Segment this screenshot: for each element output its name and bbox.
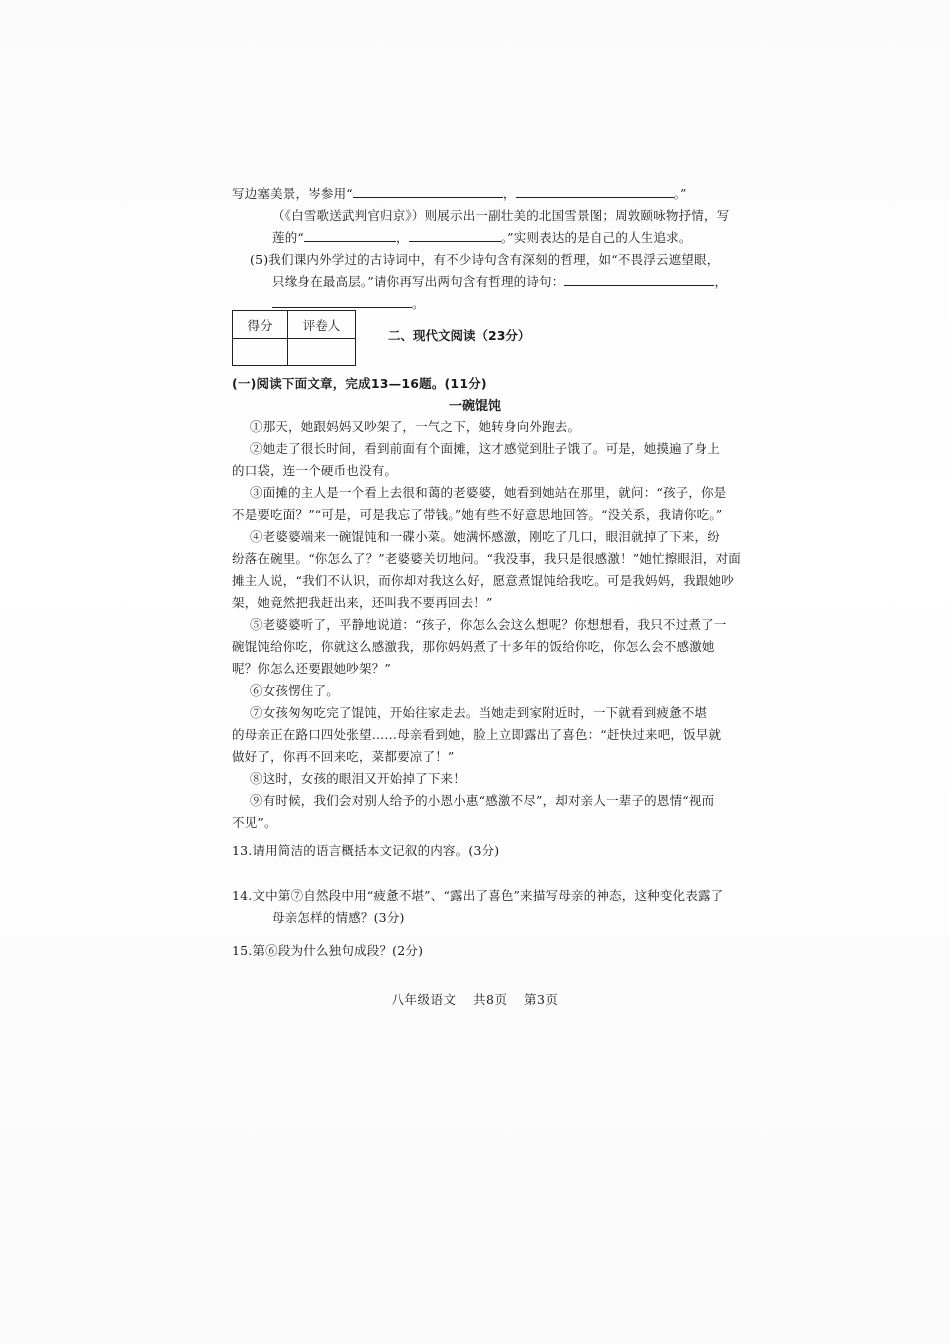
story-line: ⑧这时，女孩的眼泪又开始掉了下来！ — [250, 771, 466, 786]
story-line: 不是要吃面？”“可是，可是我忘了带钱。”她有些不好意思地回答。“没关系，我请你吃。” — [232, 507, 723, 522]
story-line: 架，她竟然把我赶出来，还叫我不要再回去！” — [232, 595, 493, 610]
score-label: 得分 — [247, 318, 273, 333]
story-line: ③面摊的主人是一个看上去很和蔼的老婆婆，她看到她站在那里，就问：“孩子，你是 — [250, 485, 727, 500]
question-14-line-1: 14.文中第⑦自然段中用“疲惫不堪”、“露出了喜色”来描写母亲的神态，这种变化表露了 — [232, 888, 724, 903]
story-line: 摊主人说，“我们不认识，而你却对我这么好，愿意煮馄饨给我吃。可是我妈妈，我跟她吵 — [232, 573, 734, 588]
footer-page-number: 第3页 — [523, 992, 559, 1007]
poem-line-2: （《白雪歌送武判官归京》）则展示出一副壮美的北国雪景图；周敦颐咏物抒情，写 — [272, 208, 730, 223]
story-line: 呢？你怎么还要跟她吵架？” — [232, 661, 391, 676]
answer-blank[interactable] — [516, 183, 674, 198]
story-line: 碗馄饨给你吃，你就这么感激我，那你妈妈煮了十多年的饭给你吃，你怎么会不感激她 — [232, 639, 715, 654]
page-footer — [0, 990, 950, 1008]
story-line: ④老婆婆端来一碗馄饨和一碟小菜。她满怀感激，刚吃了几口，眼泪就掉了下来，纷 — [250, 529, 720, 544]
story-title: 一碗馄饨 — [448, 399, 501, 414]
question-5-comma: ， — [714, 274, 728, 289]
story-line: 的口袋，连一个硬币也没有。 — [232, 463, 398, 478]
story-line: ⑦女孩匆匆吃完了馄饨，开始往家走去。当她走到家附近时，一下就看到疲惫不堪 — [250, 705, 708, 720]
poem-line-1-prefix: 写边塞美景，岑参用“ — [232, 186, 353, 201]
section-title: 二、现代文阅读（23分） — [388, 328, 531, 343]
question-14-line-2: 母亲怎样的情感？(3分) — [272, 910, 405, 925]
reading-intro: (一)阅读下面文章，完成13—16题。(11分) — [232, 376, 487, 391]
story-line: 不见”。 — [232, 815, 277, 830]
story-line: ②她走了很长时间，看到前面有个面摊，这才感觉到肚子饿了。可是，她摸遍了身上 — [250, 441, 720, 456]
footer-subject: 八年级语文 — [391, 992, 457, 1007]
story-line: 做好了，你再不回来吃，菜都要凉了！” — [232, 749, 455, 764]
answer-blank[interactable] — [353, 183, 503, 198]
question-5-prompt: 只缘身在最高层。”请你再写出两句含有哲理的诗句： — [272, 274, 565, 289]
answer-blank[interactable] — [304, 227, 396, 242]
question-5-line-2 — [272, 271, 728, 292]
score-table — [232, 310, 356, 366]
question-5-line-1: (5)我们课内外学过的古诗词中，有不少诗句含有深刻的哲理，如“不畏浮云遮望眼， — [250, 252, 720, 267]
poem-line-1 — [232, 183, 718, 204]
poem-line-3-mid: ， — [396, 230, 409, 245]
story-line: ⑨有时候，我们会对别人给予的小恩小惠“感激不尽”，却对亲人一辈子的恩情“视而 — [250, 793, 715, 808]
poem-line-1-suffix: 。” — [673, 186, 687, 201]
poem-line-1-mid: ， — [502, 186, 516, 201]
story-line: ⑥女孩愣住了。 — [250, 683, 339, 698]
footer-total-pages: 共8页 — [473, 992, 508, 1007]
story-line: ①那天，她跟妈妈又吵架了，一气之下，她转身向外跑去。 — [250, 419, 581, 434]
story-line: 的母亲正在路口四处张望……母亲看到她，脸上立即露出了喜色：“赶快过来吧，饭早就 — [232, 727, 722, 742]
grader-label: 评卷人 — [302, 318, 341, 333]
question-5-period: 。 — [412, 296, 425, 311]
poem-line-3 — [272, 227, 718, 248]
story-line: ⑤老婆婆听了，平静地说道：“孩子，你怎么会这么想呢？你想想看，我只不过煮了一 — [250, 617, 727, 632]
question-15: 15.第⑥段为什么独句成段？(2分) — [232, 943, 424, 958]
story-line: 纷落在碗里。“你怎么了？”老婆婆关切地问。“我没事，我只是很感激！”她忙擦眼泪，对面 — [232, 551, 741, 566]
answer-blank[interactable] — [564, 271, 714, 286]
question-13: 13.请用简洁的语言概括本文记叙的内容。(3分) — [232, 843, 500, 858]
score-table-divider — [233, 338, 355, 339]
answer-blank[interactable] — [272, 293, 412, 308]
poem-line-3-suffix: 。”实则表达的是自己的人生追求。 — [500, 230, 692, 245]
answer-blank[interactable] — [409, 227, 501, 242]
poem-line-3-prefix: 莲的“ — [272, 230, 304, 245]
